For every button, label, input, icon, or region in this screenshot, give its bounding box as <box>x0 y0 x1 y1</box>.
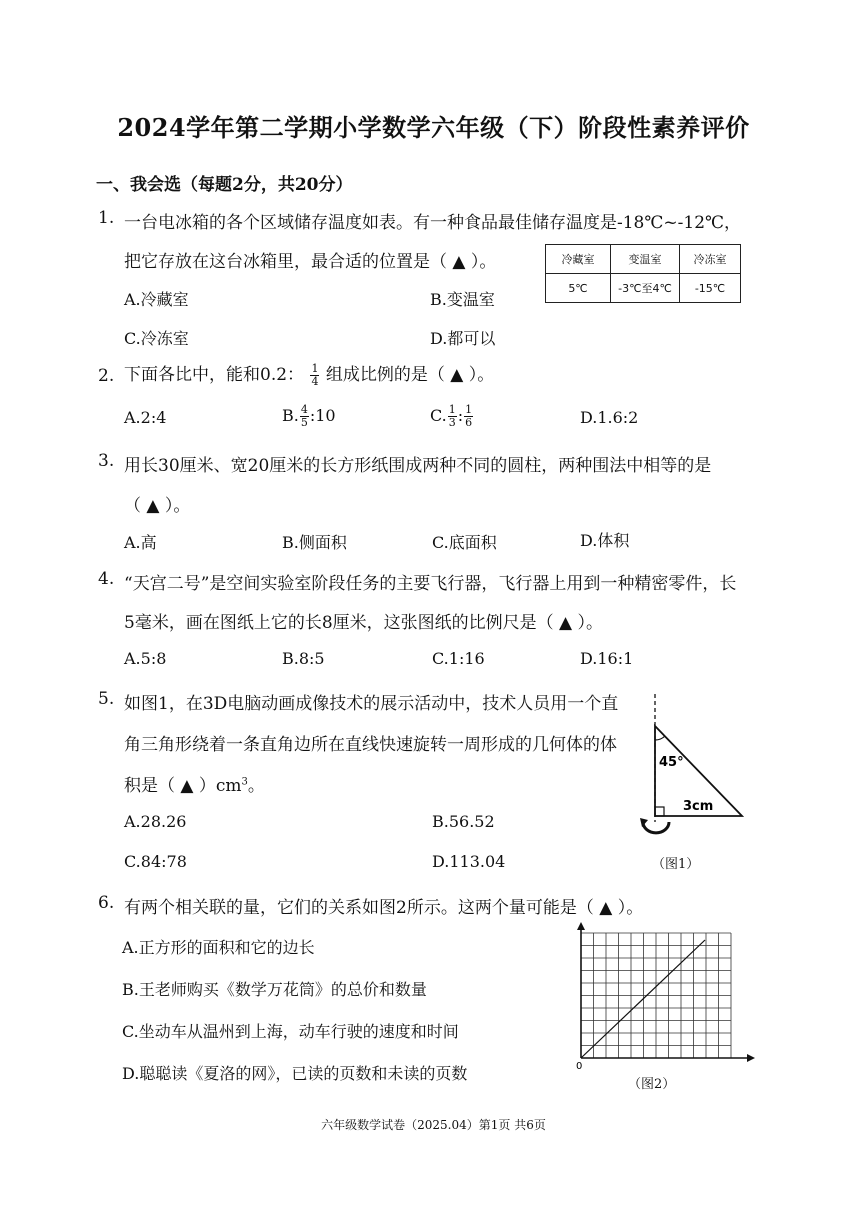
table-header-cell: 冷藏室 <box>546 245 611 274</box>
q2-option-b <box>282 404 336 429</box>
graph-grid <box>581 933 731 1058</box>
q5-option-a: A.28.26 <box>124 812 187 831</box>
fraction-denominator: 4 <box>311 375 319 388</box>
option-prefix: B. <box>282 406 299 425</box>
ratio-colon: : <box>457 406 464 425</box>
q5-option-c: C.84:78 <box>124 852 187 871</box>
q2-option-a: A.2:4 <box>124 408 167 427</box>
q1-option-c: C.冷冻室 <box>124 329 189 348</box>
q2-option-d: D.1.6:2 <box>580 408 639 427</box>
table-cell: -15℃ <box>680 274 741 303</box>
exam-title: 2024学年第二学期小学数学六年级（下）阶段性素养评价 <box>117 113 750 142</box>
q1-number: 1. <box>98 208 115 228</box>
q3-number: 3. <box>98 451 115 471</box>
q4-option-c: C.1:16 <box>432 649 485 668</box>
x-axis-arrow <box>747 1054 755 1062</box>
q4-line1: “天宫二号”是空间实验室阶段任务的主要飞行器，飞行器上用到一种精密零件，长 <box>124 574 737 594</box>
figure-2-caption: （图2） <box>628 1077 676 1092</box>
q3-line2: （ ▲ ）。 <box>124 496 191 516</box>
q4-option-d: D.16:1 <box>580 649 634 668</box>
temperature-table-box <box>545 244 741 303</box>
fraction-numerator: 1 <box>465 403 473 416</box>
q5-number: 5. <box>98 689 115 709</box>
figure-1-triangle <box>628 690 758 855</box>
length-label: 3cm <box>683 799 714 814</box>
q1-option-a: A.冷藏室 <box>124 290 189 309</box>
q5-line3-end: 。 <box>247 776 265 796</box>
q5-option-b: B.56.52 <box>432 812 495 831</box>
q2-fraction <box>310 363 319 388</box>
origin-label: 0 <box>576 1061 583 1070</box>
q6-option-a: A.正方形的面积和它的边长 <box>122 938 315 957</box>
q2-option-c <box>430 404 474 429</box>
q1-line1: 一台电冰箱的各个区域储存温度如表。有一种食品最佳储存温度是-18℃~-12℃， <box>124 213 742 233</box>
q6-line1: 有两个相关联的量，它们的关系如图2所示。这两个量可能是（ ▲ ）。 <box>124 898 644 918</box>
q2-stem <box>124 362 494 388</box>
q4-option-a: A.5:8 <box>124 649 167 668</box>
fraction-numerator: 1 <box>448 403 456 416</box>
fraction-denominator: 6 <box>465 416 473 429</box>
q3-line1: 用长30厘米、宽20厘米的长方形纸围成两种不同的圆柱，两种围法中相等的是 <box>124 456 712 476</box>
q5-line1: 如图1，在3D电脑动画成像技术的展示活动中，技术人员用一个直 <box>124 694 619 714</box>
q2-b-fraction <box>300 404 309 429</box>
y-axis-arrow <box>577 922 585 930</box>
table-header-cell: 变温室 <box>611 245 680 274</box>
table-row <box>546 274 741 303</box>
q6-option-d: D.聪聪读《夏洛的网》，已读的页数和未读的页数 <box>122 1064 468 1083</box>
option-prefix: C. <box>430 406 447 425</box>
fraction-denominator: 5 <box>300 416 308 429</box>
fraction-numerator: 1 <box>311 362 319 375</box>
table-row <box>546 245 741 274</box>
right-angle-mark <box>655 807 664 816</box>
angle-label: 45° <box>659 755 684 770</box>
q5-line3-text: 积是（ ▲ ）cm <box>124 776 242 796</box>
q3-option-c: C.底面积 <box>432 533 497 552</box>
q2-c-fraction-2 <box>464 404 473 429</box>
angle-arc <box>655 736 665 740</box>
q5-line3 <box>124 771 265 796</box>
q5-option-d: D.113.04 <box>432 852 506 871</box>
q4-number: 4. <box>98 569 115 589</box>
q6-number: 6. <box>98 893 115 913</box>
q2-text-after: 组成比例的是（ ▲ ）。 <box>325 365 495 385</box>
fraction-denominator: 3 <box>448 416 456 429</box>
fraction-numerator: 4 <box>300 403 308 416</box>
q2-number: 2. <box>98 366 115 386</box>
q5-cubic-exponent: 3 <box>241 776 248 788</box>
q3-option-a: A.高 <box>124 533 157 552</box>
rotation-arrow <box>643 822 669 833</box>
q2-text-before: 下面各比中，能和0.2： <box>124 365 305 385</box>
q4-option-b: B.8:5 <box>282 649 325 668</box>
q1-option-b: B.变温室 <box>430 290 495 309</box>
q2-c-fraction-1 <box>448 404 457 429</box>
page-footer: 六年级数学试卷（2025.04）第1页 共6页 <box>321 1118 546 1132</box>
option-suffix: :10 <box>309 406 336 425</box>
q5-line2: 角三角形绕着一条直角边所在直线快速旋转一周形成的几何体的体 <box>124 735 617 755</box>
table-header-cell: 冷冻室 <box>680 245 741 274</box>
section-heading: 一、我会选（每题2分，共20分） <box>96 175 353 195</box>
q3-option-b: B.侧面积 <box>282 533 347 552</box>
q4-line2: 5毫米，画在图纸上它的长8厘米，这张图纸的比例尺是（ ▲ ）。 <box>124 613 604 633</box>
q6-option-b: B.王老师购买《数学万花筒》的总价和数量 <box>122 980 427 999</box>
figure-1-caption: （图1） <box>652 857 700 872</box>
figure-2-graph <box>570 922 755 1070</box>
temperature-table <box>545 244 741 303</box>
q1-option-d: D.都可以 <box>430 329 496 348</box>
table-cell: 5℃ <box>546 274 611 303</box>
q6-option-c: C.坐动车从温州到上海，动车行驶的速度和时间 <box>122 1022 459 1041</box>
q3-option-d: D.体积 <box>580 531 630 550</box>
table-cell: -3℃至4℃ <box>611 274 680 303</box>
q1-line2: 把它存放在这台冰箱里，最合适的位置是（ ▲ ）。 <box>124 252 497 272</box>
